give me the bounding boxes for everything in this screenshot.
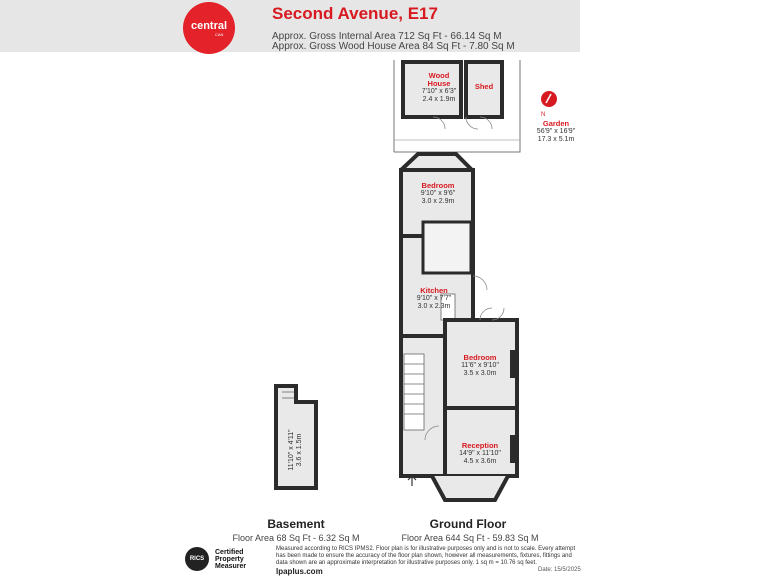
- compass-icon: [541, 91, 557, 118]
- plan-date: Date: 15/5/2025: [538, 567, 581, 573]
- room-wood-house: Wood House 7'10" x 6'3" 2.4 x 1.9m: [421, 71, 457, 103]
- rics-certified-measurer: RICS Certified Property Measurer: [185, 547, 271, 571]
- room-bedroom-rear: Bedroom 9'10" x 9'6" 3.0 x 2.9m: [420, 181, 456, 205]
- ground-floor-title: Ground Floor: [429, 517, 507, 531]
- disclaimer-text: Measured according to RICS IPMS2. Floor plan is for illustrative purposes only and is not to scale. Every attempt has been made to ensure the accuracy of the floor plan shown, however all measurements, fixtures, fittings and data shown are an approximate interpretation for illustrative purposes only. 1 sq m = 10.76 sq feet.: [276, 546, 576, 566]
- ground-floor-area: Floor Area 644 Sq Ft - 59.83 Sq M: [401, 533, 539, 543]
- svg-text:N: N: [541, 112, 546, 118]
- gross-wood-house-area: Approx. Gross Wood House Area 84 Sq Ft - 7.80 Sq M: [272, 41, 515, 52]
- room-bedroom-front: Bedroom 11'6" x 9'10" 3.5 x 3.0m: [461, 353, 499, 377]
- room-basement: 11'10" x 4'11" 3.6 x 1.5m: [288, 429, 303, 471]
- room-kitchen: Kitchen 9'10" x 7'7" 3.0 x 2.3m: [416, 286, 452, 310]
- page-title: Second Avenue, E17: [272, 4, 438, 23]
- rics-badge-icon: RICS: [185, 547, 209, 571]
- room-shed: Shed: [474, 82, 494, 91]
- ground-floor-plan: [394, 60, 520, 500]
- room-reception: Reception 14'9" x 11'10" 4.5 x 3.6m: [459, 441, 501, 465]
- room-garden: Garden 56'9" x 16'9" 17.3 x 5.1m: [536, 119, 576, 143]
- basement-title: Basement: [267, 517, 325, 531]
- basement-area: Floor Area 68 Sq Ft - 6.32 Sq M: [232, 533, 360, 543]
- gross-internal-area: Approx. Gross Internal Area 712 Sq Ft - 66.14 Sq M: [272, 31, 502, 42]
- central-logo: central CAN: [183, 2, 235, 54]
- site-link[interactable]: lpaplus.com: [276, 567, 323, 576]
